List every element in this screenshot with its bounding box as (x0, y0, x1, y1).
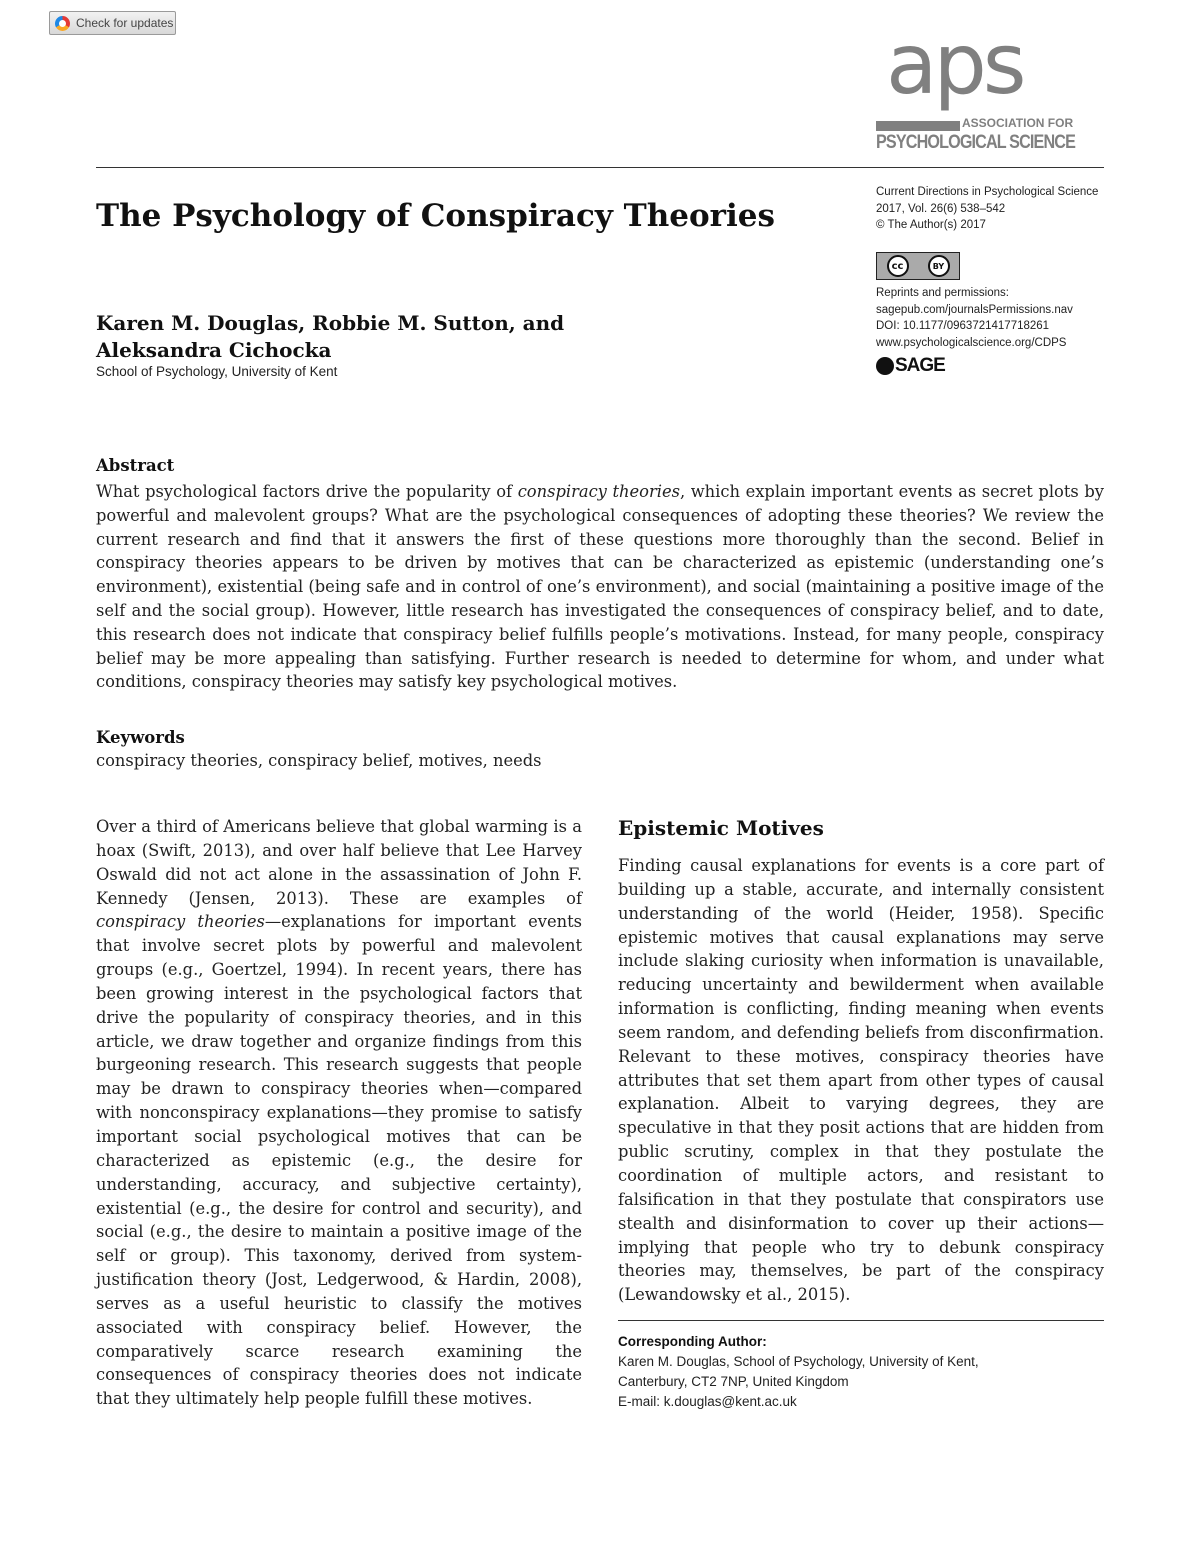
footnote-divider (618, 1320, 1104, 1321)
keywords-text: conspiracy theories, conspiracy belief, motives, needs (96, 751, 542, 770)
aps-logo-line2: PSYCHOLOGICAL SCIENCE (876, 132, 1076, 153)
author-affiliation: School of Psychology, University of Kent (96, 364, 338, 379)
corresponding-line-2: Canterbury, CT2 7NP, United Kingdom (618, 1374, 849, 1389)
reprints-info (876, 285, 1116, 351)
aps-logo (876, 15, 1076, 155)
authors-line-2: Aleksandra Cichocka (96, 338, 332, 362)
journal-info (876, 184, 1116, 234)
journal-site-link[interactable]: www.psychologicalscience.org/CDPS (876, 336, 1067, 349)
check-for-updates-button[interactable] (49, 11, 176, 35)
corresponding-email[interactable]: E-mail: k.douglas@kent.ac.uk (618, 1394, 797, 1409)
sage-logo-mark (876, 357, 894, 375)
aps-logo-line1: ASSOCIATION FOR (962, 116, 1074, 130)
authors-line-1: Karen M. Douglas, Robbie M. Sutton, and (96, 311, 565, 335)
abstract-heading: Abstract (96, 456, 175, 475)
body-right-column: Finding causal explanations for events is a core part of building up a stable, accurate, and internally consistent understanding of the world (Heider, 1958). Specific epistemic motives that causal explanations may serve include slaking curiosity when information is unavailable, reducing uncertainty and bewilderment when available information is conflicting, finding meaning when events seem random, and defending beliefs from disconfirmation. Relevant to these motives, conspiracy theories have attributes that set them apart from other types of causal explanation. Albeit to varying degrees, they are speculative in that they posit actions that are hidden from public scrutiny, complex in that they postulate the coordination of multiple actors, and resistant to falsification in that they postulate that conspirators use stealth and disinformation to cover up their actions—implying that people who try to debunk conspiracy theories may, themselves, be part of the conspiracy (Lewandowsky et al., 2015). (618, 856, 1104, 1305)
corresponding-label: Corresponding Author: (618, 1334, 767, 1349)
article-authors (96, 310, 616, 364)
by-symbol: BY (928, 255, 950, 277)
epistemic-motives-heading: Epistemic Motives (618, 816, 824, 840)
header-divider (96, 167, 1104, 168)
abstract-text: What psychological factors drive the popularity of conspiracy theories, which explain important events as secret plots by powerful and malevolent groups? What are the psychological consequences of adopting these theories? We review the current research and find that it answers the first of these questions more thoroughly than the second. Belief in conspiracy theories appears to be driven by motives that can be characterized as epistemic (understanding one’s environment), existential (being safe and in control of one’s environment), and social (maintaining a positive image of the self and the social group). However, little research has investigated the consequences of conspiracy belief, and to date, this research does not indicate that conspiracy belief fulfills people’s motivations. Instead, for many people, conspiracy belief may be more appealing than satisfying. Further research is needed to determine for whom, and under what conditions, conspiracy theories may satisfy key psychological motives. (96, 482, 1104, 692)
reprints-link[interactable]: sagepub.com/journalsPermissions.nav (876, 303, 1073, 316)
check-for-updates-label: Check for updates (76, 16, 174, 30)
reprints-label: Reprints and permissions: (876, 287, 1009, 299)
corresponding-author (618, 1332, 1104, 1412)
journal-name: Current Directions in Psychological Science (876, 186, 1099, 198)
aps-logo-rule (876, 121, 960, 131)
keywords-heading: Keywords (96, 728, 185, 747)
article-title: The Psychology of Conspiracy Theories (96, 198, 775, 234)
doi[interactable]: DOI: 10.1177/0963721417718261 (876, 320, 1050, 332)
sage-logo-text: SAGE (895, 355, 945, 376)
sage-logo (876, 355, 945, 377)
aps-logo-letters: aps (886, 15, 1023, 113)
journal-copyright: © The Author(s) 2017 (876, 219, 986, 231)
crossmark-icon (55, 16, 70, 31)
abstract-emphasis: conspiracy theories (517, 482, 680, 501)
creative-commons-icon (876, 252, 960, 280)
cc-symbol: cc (887, 255, 909, 277)
corresponding-line-1: Karen M. Douglas, School of Psychology, University of Kent, (618, 1354, 979, 1369)
body-emphasis: conspiracy theories (96, 912, 265, 932)
aps-logo-wordmark (876, 116, 1076, 153)
journal-volume: 2017, Vol. 26(6) 538–542 (876, 202, 1006, 215)
body-left-column: Over a third of Americans believe that global warming is a hoax (Swift, 2013), and over half believe that Lee Harvey Oswald did not act alone in the assassination of John F. Kennedy (Jensen, 2013). These are examples of conspiracy theories—explanations for important events that involve secret plots by powerful and malevolent groups (e.g., Goertzel, 1994). In recent years, there has been growing interest in the psychological factors that drive the popularity of conspiracy theories, and in this article, we draw together and organize findings from this burgeoning research. This research suggests that people may be drawn to conspiracy theories when—compared with nonconspiracy explanations—they promise to satisfy important social psychological motives that can be characterized as epistemic (e.g., the desire for understanding, accuracy, and subjective certainty), existential (e.g., the desire for control and security), and social (e.g., the desire to maintain a positive image of the self or group). This taxonomy, derived from system-justification theory (Jost, Ledgerwood, & Hardin, 2008), serves as a useful heuristic to classify the motives associated with conspiracy belief. However, the comparatively scarce research examining the consequences of conspiracy theories does not indicate that they ultimately help people fulfill these motives. (96, 817, 582, 1409)
